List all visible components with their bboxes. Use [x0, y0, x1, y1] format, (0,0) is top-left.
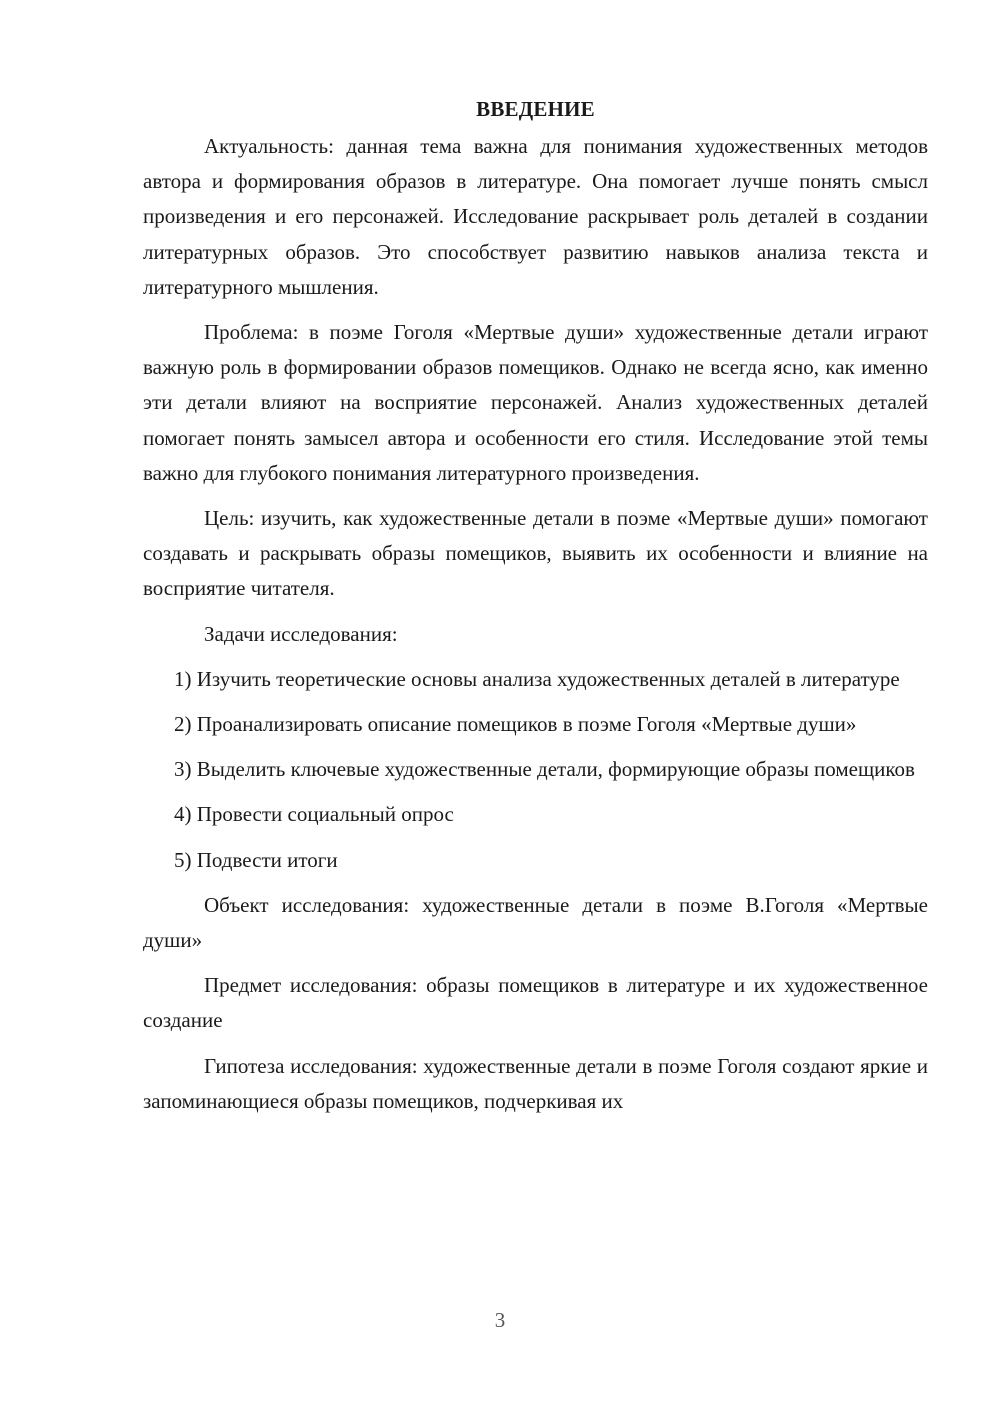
- task-item-5: 5) Подвести итоги: [174, 847, 338, 872]
- section-title: ВВЕДЕНИЕ: [476, 97, 595, 121]
- relevance-paragraph: Актуальность: данная тема важна для понимания художественных методов автора и формирования образов в литературе. Она помогает лучше понять смысл произведения и его персонажей. Исследование раскрывает роль деталей в создании литературных образов. Это способствует развитию навыков анализа текста и литературного мышления.: [143, 134, 928, 299]
- task-item-4: 4) Провести социальный опрос: [174, 802, 454, 827]
- object-paragraph: Объект исследования: художественные детали в поэме В.Гоголя «Мертвые души»: [143, 892, 928, 953]
- tasks-heading: Задачи исследования:: [204, 621, 398, 646]
- document-page: [143, 92, 928, 1129]
- goal-paragraph: Цель: изучить, как художественные детали в поэме «Мертвые души» помогают создавать и раскрывать образы помещиков, выявить их особенности и влияние на восприятие читателя.: [143, 506, 928, 601]
- task-item-3: 3) Выделить ключевые художественные детали, формирующие образы помещиков: [174, 757, 915, 782]
- task-item-1: 1) Изучить теоретические основы анализа художественных деталей в литературе: [174, 666, 900, 691]
- task-item-2: 2) Проанализировать описание помещиков в поэме Гоголя «Мертвые души»: [174, 712, 857, 737]
- hypothesis-paragraph: Гипотеза исследования: художественные детали в поэме Гоголя создают яркие и запоминающиеся образы помещиков, подчеркивая их: [143, 1053, 928, 1113]
- page-number: 3: [494, 1308, 506, 1332]
- subject-paragraph: Предмет исследования: образы помещиков в литературе и их художественное создание: [143, 973, 928, 1033]
- problem-paragraph: Проблема: в поэме Гоголя «Мертвые души» художественные детали играют важную роль в формировании образов помещиков. Однако не всегда ясно, как именно эти детали влияют на восприятие персонажей. Анализ художественных деталей помогает понять замысел автора и особенности его стиля. Исследование этой темы важно для глубокого понимания литературного произведения.: [143, 320, 928, 485]
